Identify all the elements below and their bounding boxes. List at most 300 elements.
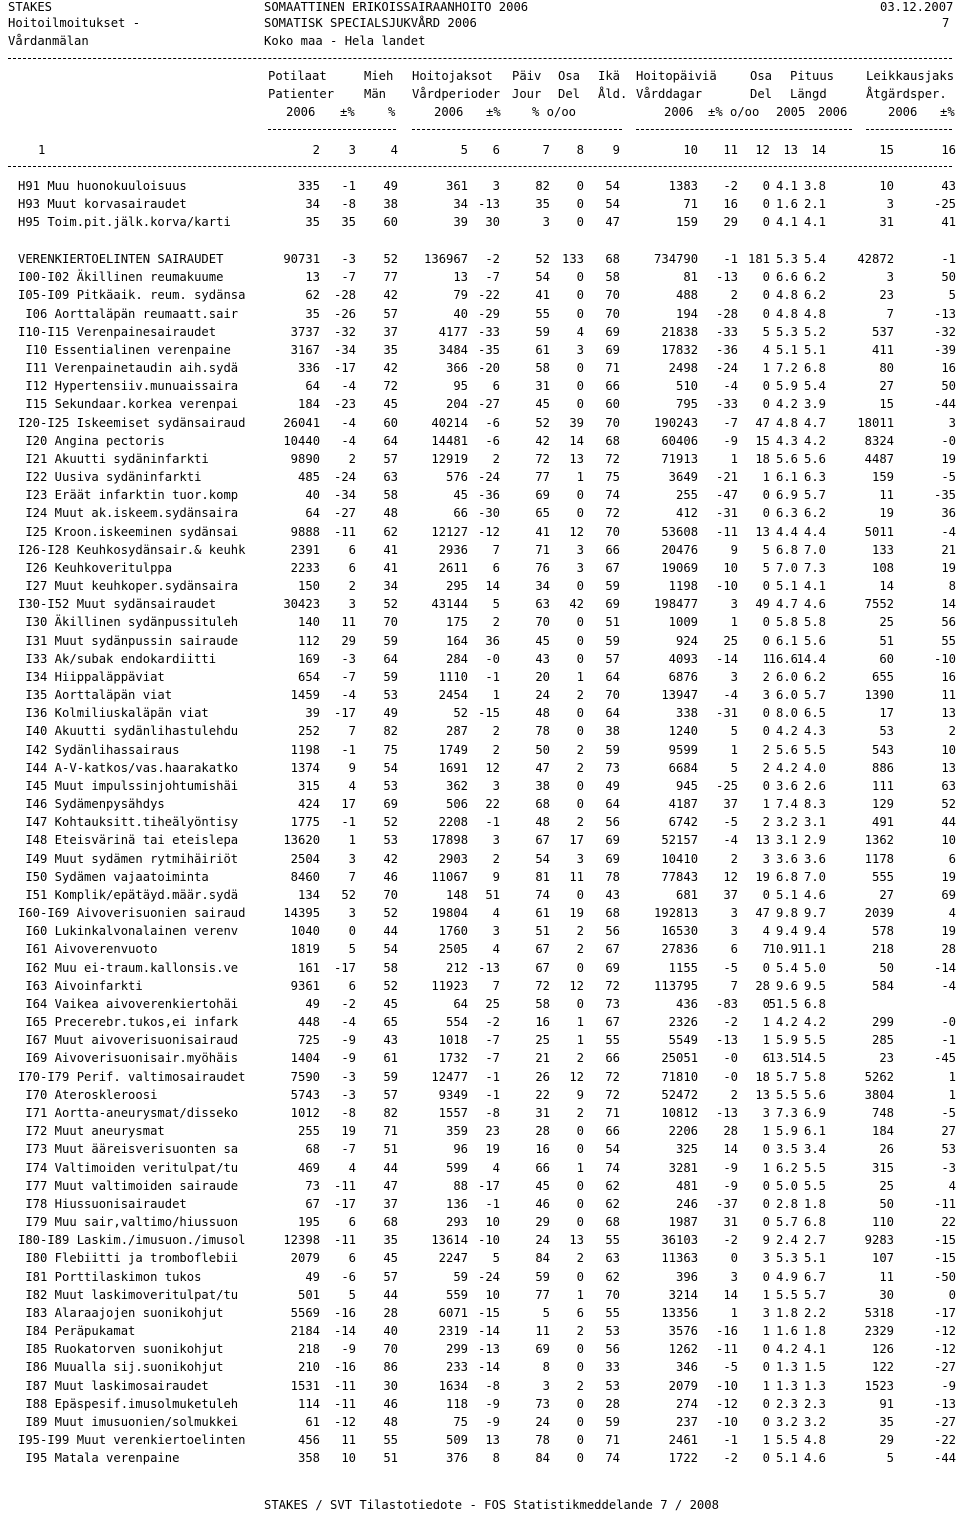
table-cell: 2498: [668, 361, 699, 376]
table-cell: 31: [535, 379, 551, 394]
table-cell: 0: [576, 887, 584, 902]
row-label: I89 Muut imusuonien/solmukkei: [18, 1414, 239, 1429]
table-cell: 2.3: [804, 1396, 827, 1411]
table-cell: 1.6: [776, 1324, 799, 1339]
table-cell: 2611: [438, 560, 469, 575]
table-cell: 17832: [661, 342, 699, 357]
table-cell: 40: [383, 1324, 399, 1339]
table-cell: 86: [383, 1360, 399, 1375]
row-label: I74 Valtimoiden veritulpat/tu: [18, 1160, 239, 1175]
table-cell: 3: [348, 851, 356, 866]
table-row: [0, 795, 960, 813]
table-row: [0, 1322, 960, 1340]
row-label: I10-I15 Verenpainesairaudet: [18, 324, 217, 339]
table-cell: 19: [941, 924, 957, 939]
col-header: ±%: [486, 105, 501, 119]
table-cell: 14: [485, 579, 501, 594]
table-cell: -11: [334, 524, 357, 539]
table-cell: 578: [872, 924, 895, 939]
table-cell: 34: [453, 197, 469, 212]
table-cell: 63: [605, 1251, 621, 1266]
table-cell: 69: [535, 488, 551, 503]
table-cell: 1110: [438, 669, 469, 684]
table-cell: 14: [879, 579, 895, 594]
table-cell: 501: [298, 1287, 321, 1302]
row-label: I61 Aivoverenvuoto: [18, 942, 158, 957]
table-cell: 43144: [431, 597, 469, 612]
table-cell: 0: [730, 1251, 738, 1266]
table-cell: -1: [485, 1069, 501, 1084]
table-cell: 7.0: [804, 869, 827, 884]
table-cell: -20: [478, 361, 501, 376]
table-cell: 233: [446, 1360, 469, 1375]
table-cell: 34: [535, 579, 551, 594]
table-cell: 0: [762, 1142, 770, 1157]
table-row: [0, 1431, 960, 1449]
table-cell: 59: [605, 1414, 621, 1429]
table-cell: 6: [492, 560, 500, 575]
table-cell: 7.2: [776, 361, 799, 376]
table-cell: 44: [383, 1160, 399, 1175]
col-header: 2006: [434, 105, 464, 119]
table-cell: 50: [535, 742, 551, 757]
table-row: [0, 1104, 960, 1122]
table-row: [0, 1177, 960, 1195]
table-cell: -14: [478, 1324, 501, 1339]
table-cell: -47: [716, 488, 739, 503]
table-cell: 1.3: [776, 1360, 799, 1375]
table-cell: 287: [446, 724, 469, 739]
table-cell: 12: [569, 524, 585, 539]
table-cell: 4.2: [804, 433, 827, 448]
table-row: [0, 359, 960, 377]
row-label: I12 Hypertensiiv.munuaissaira: [18, 379, 239, 394]
table-cell: 1: [948, 1087, 956, 1102]
col-header: 2005: [776, 105, 806, 119]
row-label: I83 Alaraajojen suonikohjut: [18, 1305, 224, 1320]
table-cell: 436: [676, 996, 699, 1011]
table-cell: 38: [605, 724, 621, 739]
table-cell: 7.0: [804, 542, 827, 557]
table-cell: 10: [723, 560, 739, 575]
column-number: 2: [312, 143, 320, 157]
table-cell: 44: [383, 1287, 399, 1302]
table-cell: 6.0: [776, 688, 799, 703]
table-cell: -44: [934, 397, 957, 412]
table-cell: 66: [605, 1124, 621, 1139]
table-cell: 0: [762, 270, 770, 285]
table-cell: 47: [535, 760, 551, 775]
table-row: [0, 377, 960, 395]
table-row: [0, 977, 960, 995]
table-cell: 0: [762, 887, 770, 902]
table-cell: 5: [730, 760, 738, 775]
table-cell: 12: [723, 869, 739, 884]
column-number: 3: [348, 143, 356, 157]
table-cell: 19: [879, 506, 895, 521]
table-cell: -34: [334, 342, 357, 357]
table-cell: 43: [535, 651, 551, 666]
table-cell: 0: [762, 506, 770, 521]
table-cell: 1012: [290, 1105, 321, 1120]
table-row: [0, 323, 960, 341]
table-cell: -9: [485, 1396, 501, 1411]
col-header: Del: [750, 87, 773, 101]
table-cell: 2: [730, 851, 738, 866]
table-cell: 63: [535, 597, 551, 612]
table-cell: 159: [872, 470, 895, 485]
table-cell: 195: [298, 1215, 321, 1229]
table-cell: 57: [605, 651, 621, 666]
table-cell: 30423: [283, 597, 321, 612]
table-cell: 0: [576, 1342, 584, 1357]
table-cell: -6: [485, 415, 501, 430]
table-cell: 49: [605, 778, 621, 793]
table-cell: -27: [934, 1360, 957, 1375]
table-cell: 0: [762, 778, 770, 793]
table-cell: 45: [383, 397, 399, 412]
table-cell: -4: [941, 524, 957, 539]
table-cell: 114: [298, 1396, 321, 1411]
row-label: I70 Ateroskleroosi: [18, 1087, 158, 1102]
col-header: Åld.: [598, 87, 628, 101]
table-cell: 0: [576, 615, 584, 630]
table-cell: 48: [535, 706, 551, 721]
table-row: [0, 1249, 960, 1267]
row-label: I60 Lukinkalvonalainen verenv: [18, 924, 239, 939]
table-cell: 38: [383, 197, 399, 212]
row-label: I82 Muut laskimoveritulpat/tu: [18, 1287, 239, 1302]
table-cell: 1: [730, 1305, 738, 1320]
table-cell: 2504: [290, 851, 321, 866]
table-cell: 3.6: [776, 851, 799, 866]
table-cell: 5.3: [776, 1251, 799, 1266]
table-cell: 3: [492, 833, 500, 848]
table-cell: 0: [348, 924, 356, 939]
table-cell: 57: [383, 1269, 399, 1284]
table-cell: 25: [485, 996, 501, 1011]
table-cell: 25: [535, 1033, 551, 1048]
table-cell: -11: [334, 1233, 357, 1248]
table-cell: 3: [576, 560, 584, 575]
table-cell: 10410: [661, 851, 699, 866]
table-cell: 5.7: [804, 488, 827, 503]
table-cell: 255: [676, 488, 699, 503]
table-row: [0, 741, 960, 759]
row-label: I78 Hiussuonisairaudet: [18, 1196, 187, 1211]
table-cell: 43: [605, 887, 621, 902]
table-cell: 64: [453, 996, 469, 1011]
table-cell: -4: [341, 415, 357, 430]
table-cell: 5.3: [776, 324, 799, 339]
row-label: I72 Muut aneurysmat: [18, 1124, 165, 1139]
table-row: [0, 1395, 960, 1413]
table-cell: 10: [879, 179, 895, 193]
table-cell: 9.8: [776, 906, 799, 921]
table-cell: -24: [478, 470, 501, 485]
table-row: [0, 1449, 960, 1467]
table-cell: 66: [605, 1051, 621, 1066]
table-cell: 1240: [668, 724, 699, 739]
table-cell: 361: [446, 179, 469, 193]
table-cell: -12: [478, 524, 501, 539]
table-row: [0, 940, 960, 958]
table-cell: 46: [383, 1396, 399, 1411]
report-subtitle-sv: Vårdanmälan: [8, 34, 89, 48]
table-cell: 42: [383, 288, 399, 303]
table-cell: 66: [453, 506, 469, 521]
table-cell: 2: [576, 942, 584, 957]
table-cell: 6.1: [804, 1124, 827, 1139]
table-cell: 113795: [654, 978, 699, 993]
table-cell: 1749: [438, 742, 469, 757]
table-cell: -9: [723, 1160, 739, 1175]
row-label: I65 Precerebr.tukos,ei infark: [18, 1015, 239, 1030]
table-cell: 1.6: [776, 197, 799, 212]
table-cell: -11: [934, 1196, 957, 1211]
table-cell: 56: [941, 615, 957, 630]
row-label: I80 Flebiitti ja tromboflebii: [18, 1251, 239, 1266]
table-cell: 136: [446, 1196, 469, 1211]
table-row: [0, 886, 960, 904]
table-cell: -11: [334, 1396, 357, 1411]
table-cell: 1987: [668, 1215, 699, 1229]
table-cell: 4.2: [804, 1015, 827, 1030]
table-cell: 3: [542, 1378, 550, 1393]
table-cell: 3: [762, 688, 770, 703]
table-cell: 133: [562, 252, 585, 266]
table-cell: 54: [535, 851, 551, 866]
table-cell: 118: [446, 1396, 469, 1411]
row-label: I26-I28 Keuhkosydänsair.& keuhk: [18, 542, 246, 557]
table-cell: 4: [348, 778, 356, 793]
table-cell: 396: [676, 1269, 699, 1284]
table-cell: 4.2: [776, 1342, 799, 1357]
table-cell: 5.5: [804, 1160, 827, 1175]
table-cell: 5: [886, 1451, 894, 1466]
table-cell: 5.8: [804, 615, 827, 630]
column-number: 16: [941, 143, 957, 157]
table-cell: 13: [755, 1087, 771, 1102]
table-cell: 412: [676, 506, 699, 521]
table-cell: 1: [762, 361, 770, 376]
table-cell: 1523: [864, 1378, 895, 1393]
table-cell: -1: [341, 742, 357, 757]
table-cell: 1: [576, 1033, 584, 1048]
table-cell: 35: [305, 306, 321, 321]
table-cell: 3: [576, 342, 584, 357]
table-row: [0, 1031, 960, 1049]
table-cell: 5.5: [804, 742, 827, 757]
table-cell: 63: [941, 778, 957, 793]
table-cell: 3: [762, 851, 770, 866]
table-cell: 315: [872, 1160, 895, 1175]
table-cell: 9.6: [776, 978, 799, 993]
table-cell: 2.7: [804, 1233, 827, 1248]
table-cell: 481: [676, 1178, 699, 1193]
table-cell: 362: [446, 778, 469, 793]
table-cell: 3.2: [776, 1414, 799, 1429]
table-cell: 4.1: [804, 1342, 827, 1357]
row-label: I20 Angina pectoris: [18, 433, 165, 448]
table-cell: -3: [341, 1069, 357, 1084]
table-cell: 16.6: [768, 651, 799, 666]
table-cell: 0: [576, 488, 584, 503]
table-cell: 11: [879, 1269, 895, 1284]
row-label: I49 Muut sydämen rytmihäiriöt: [18, 851, 239, 866]
table-cell: 1732: [438, 1051, 469, 1066]
table-cell: 886: [872, 760, 895, 775]
table-cell: 5569: [290, 1305, 321, 1320]
table-cell: 6.3: [804, 470, 827, 485]
table-cell: -8: [341, 197, 357, 212]
row-label: I95 Matala verenpaine: [18, 1451, 180, 1466]
table-cell: 47: [383, 1178, 399, 1193]
table-cell: 2: [730, 288, 738, 303]
table-cell: -0: [723, 1051, 739, 1066]
table-cell: -6: [341, 1269, 357, 1284]
table-cell: 5.4: [776, 960, 799, 975]
table-cell: 60: [879, 651, 895, 666]
table-cell: 0: [576, 1269, 584, 1284]
table-cell: 28: [723, 1124, 739, 1139]
table-cell: 274: [676, 1396, 699, 1411]
table-cell: 51.5: [768, 996, 799, 1011]
table-cell: 325: [676, 1142, 699, 1157]
table-cell: 7: [348, 724, 356, 739]
divider-group-4: [866, 129, 952, 130]
table-cell: 31: [879, 215, 895, 230]
table-cell: 14.5: [796, 1051, 827, 1066]
table-cell: 4.9: [776, 1269, 799, 1284]
table-cell: 5549: [668, 1033, 699, 1048]
table-cell: 37: [723, 887, 739, 902]
col-header: 2006: [664, 105, 694, 119]
table-cell: 16: [723, 197, 739, 212]
table-cell: 75: [605, 470, 621, 485]
table-cell: 295: [446, 579, 469, 594]
table-cell: 13947: [661, 688, 699, 703]
table-cell: 1009: [668, 615, 699, 630]
table-cell: 1760: [438, 924, 469, 939]
table-cell: 2: [762, 815, 770, 830]
table-cell: 31: [535, 1105, 551, 1120]
table-cell: -13: [934, 306, 957, 321]
table-cell: 599: [446, 1160, 469, 1175]
table-cell: 14.4: [796, 651, 827, 666]
org-name: STAKES: [8, 0, 53, 14]
table-row: [0, 922, 960, 940]
page-number: 7: [942, 16, 950, 30]
table-cell: 51: [383, 1451, 399, 1466]
table-cell: 0: [762, 615, 770, 630]
table-cell: 64: [383, 651, 399, 666]
table-cell: 66: [535, 1160, 551, 1175]
table-cell: -15: [934, 1233, 957, 1248]
table-cell: 18: [755, 451, 771, 466]
column-number: 11: [723, 143, 739, 157]
table-cell: 14: [569, 433, 585, 448]
table-cell: 2: [576, 1324, 584, 1339]
table-cell: 1: [762, 1033, 770, 1048]
table-cell: 108: [872, 560, 895, 575]
table-cell: 1374: [290, 760, 321, 775]
table-cell: 54: [383, 942, 399, 957]
table-cell: 61: [383, 1051, 399, 1066]
table-cell: 5318: [864, 1305, 895, 1320]
table-cell: 1.5: [804, 1360, 827, 1375]
table-row: [0, 1140, 960, 1158]
table-cell: 4: [948, 906, 956, 921]
table-cell: 0: [576, 960, 584, 975]
table-cell: 0: [576, 797, 584, 812]
table-cell: 6.8: [776, 542, 799, 557]
table-cell: 59: [453, 1269, 469, 1284]
table-cell: 6.2: [804, 288, 827, 303]
table-cell: -2: [723, 1233, 739, 1248]
table-cell: 9283: [864, 1233, 895, 1248]
table-cell: 555: [872, 869, 895, 884]
table-cell: 70: [605, 288, 621, 303]
table-cell: 11: [341, 615, 357, 630]
table-cell: 53: [383, 688, 399, 703]
divider-group-2: [412, 129, 622, 130]
table-cell: 5.5: [776, 1433, 799, 1448]
table-cell: 44: [383, 924, 399, 939]
table-cell: -7: [341, 669, 357, 684]
table-cell: 1: [576, 470, 584, 485]
table-cell: 11: [879, 488, 895, 503]
table-cell: 1: [762, 470, 770, 485]
table-cell: 0: [576, 633, 584, 648]
table-cell: 70: [383, 615, 399, 630]
table-cell: 22: [941, 1215, 957, 1229]
table-cell: 49: [383, 179, 399, 193]
table-cell: 14: [723, 1142, 739, 1157]
table-row: [0, 1049, 960, 1067]
row-label: I22 Uusiva sydäninfarkti: [18, 470, 202, 485]
table-cell: 3: [492, 179, 500, 193]
table-cell: 45: [535, 1178, 551, 1193]
table-cell: 0: [576, 778, 584, 793]
row-label: I31 Muut sydänpussin sairaude: [18, 633, 239, 648]
table-cell: 4.3: [776, 433, 799, 448]
table-cell: 72: [605, 506, 621, 521]
table-cell: 4.1: [804, 215, 827, 230]
table-cell: -33: [478, 324, 501, 339]
table-row: [0, 577, 960, 595]
table-cell: 681: [676, 887, 699, 902]
table-cell: 16: [941, 361, 957, 376]
table-cell: 133: [872, 542, 895, 557]
table-cell: 49: [305, 996, 321, 1011]
table-cell: 29: [535, 1215, 551, 1229]
table-cell: 43: [383, 1033, 399, 1048]
table-cell: 2: [492, 724, 500, 739]
row-label: I86 Muualla sij.suonikohjut: [18, 1360, 224, 1375]
table-cell: 184: [298, 397, 321, 412]
table-cell: 2.1: [804, 197, 827, 212]
table-cell: 11067: [431, 869, 469, 884]
table-cell: 6684: [668, 760, 699, 775]
table-cell: -17: [334, 706, 357, 721]
table-cell: 53: [605, 1378, 621, 1393]
table-cell: 4.8: [804, 306, 827, 321]
column-number: 6: [492, 143, 500, 157]
table-cell: 9.4: [776, 924, 799, 939]
table-cell: 1198: [290, 742, 321, 757]
table-cell: 2: [576, 742, 584, 757]
